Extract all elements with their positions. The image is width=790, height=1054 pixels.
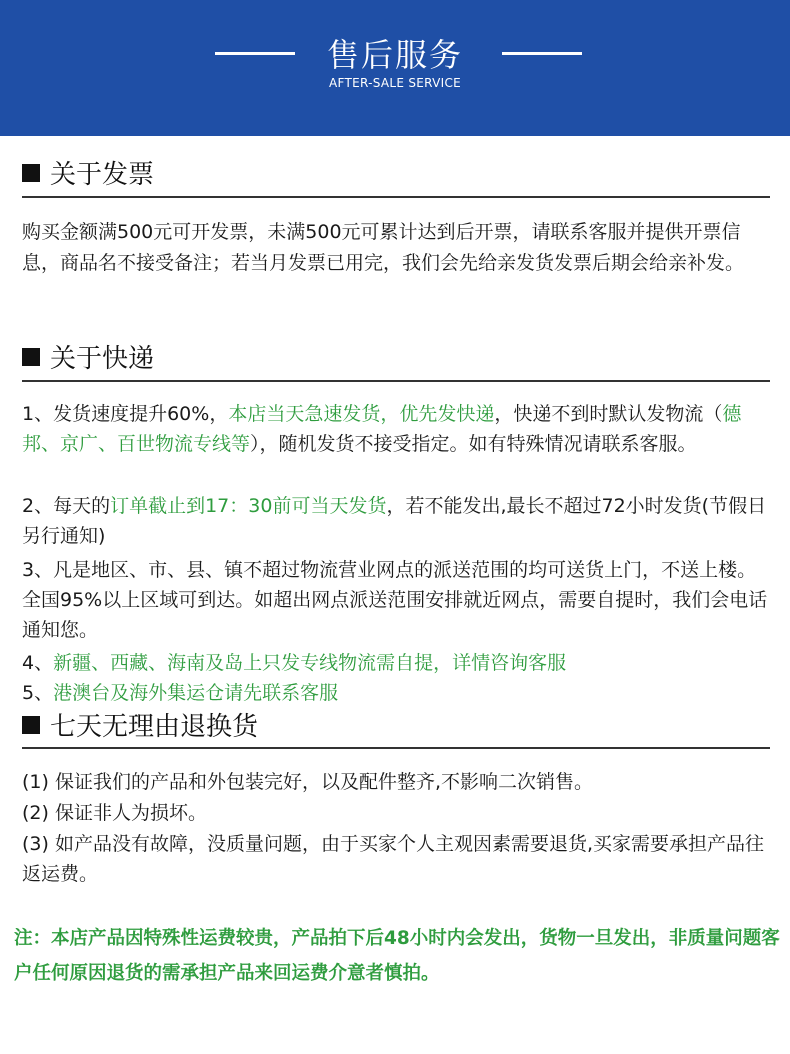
express-item-1-part: 1、发货速度提升60%， [22, 403, 229, 425]
express-item-5 [22, 678, 770, 708]
express-item-3: 3、凡是地区、市、县、镇不超过物流营业网点的派送范围的均可送货上门，不送上楼。全国95%以上区域可到达。如超出网点派送范围安排就近网点，需要自提时，我们会电话通知您。 [22, 559, 768, 641]
express-item-2-part: ，若不能发出,最长不超过72小时发货(节假日另行通知) [22, 495, 767, 547]
express-heading [22, 338, 154, 375]
express-item-4 [22, 648, 770, 678]
invoice-heading [22, 154, 154, 191]
returns-divider [22, 747, 770, 749]
express-item-1 [22, 399, 770, 459]
express-item-2-highlight: 订单截止到17：30前可当天发货 [110, 495, 387, 517]
invoice-divider [22, 196, 770, 198]
express-item-4-number: 4、 [22, 652, 54, 674]
express-item-4-highlight: 新疆、西藏、海南及岛上只发专线物流需自提，详情咨询客服 [53, 652, 567, 674]
returns-item-1: (1) 保证我们的产品和外包装完好，以及配件整齐,不影响二次销售。 [22, 771, 593, 793]
express-item-1-highlight: 德邦、京广、百世物流专线等 [22, 403, 742, 455]
express-item-1-highlight: 本店当天急速发货，优先发快递 [228, 403, 495, 425]
express-item-1-part: ，快递不到时默认发物流（ [494, 403, 723, 425]
returns-heading [22, 706, 258, 743]
express-item-5-number: 5、 [22, 682, 54, 704]
express-item-1-part: ），随机发货不接受指定。如有特殊情况请联系客服。 [250, 433, 697, 455]
page-title: 售后服务 [326, 36, 463, 74]
invoice-text: 购买金额满500元可开发票，未满500元可累计达到后开票，请联系客服并提供开票信息，商品名不接受备注；若当月发票已用完，我们会先给亲发货发票后期会给亲补发。 [22, 221, 745, 274]
express-heading-text: 关于快递 [50, 344, 155, 374]
returns-heading-text: 七天无理由退换货 [50, 712, 259, 742]
returns-item-3: (3) 如产品没有故障，没质量问题，由于买家个人主观因素需要退货,买家需要承担产品往返运费。 [22, 833, 764, 885]
invoice-heading-text: 关于发票 [50, 160, 155, 190]
page-subtitle: AFTER-SALE SERVICE [328, 76, 462, 90]
square-bullet-icon [22, 716, 40, 734]
header-banner [0, 0, 790, 136]
returns-item-2: (2) 保证非人为损坏。 [22, 802, 207, 824]
header-right-line [502, 52, 582, 55]
express-item-2-part: 2、每天的 [22, 495, 111, 517]
square-bullet-icon [22, 348, 40, 366]
express-item-2 [22, 491, 770, 551]
express-divider [22, 380, 770, 382]
square-bullet-icon [22, 164, 40, 182]
express-item-5-highlight: 港澳台及海外集运仓请先联系客服 [53, 682, 339, 704]
shipping-note: 注：本店产品因特殊性运费较贵，产品拍下后48小时内会发出，货物一旦发出，非质量问题客户任何原因退货的需承担产品来回运费介意者慎拍。 [14, 928, 780, 984]
